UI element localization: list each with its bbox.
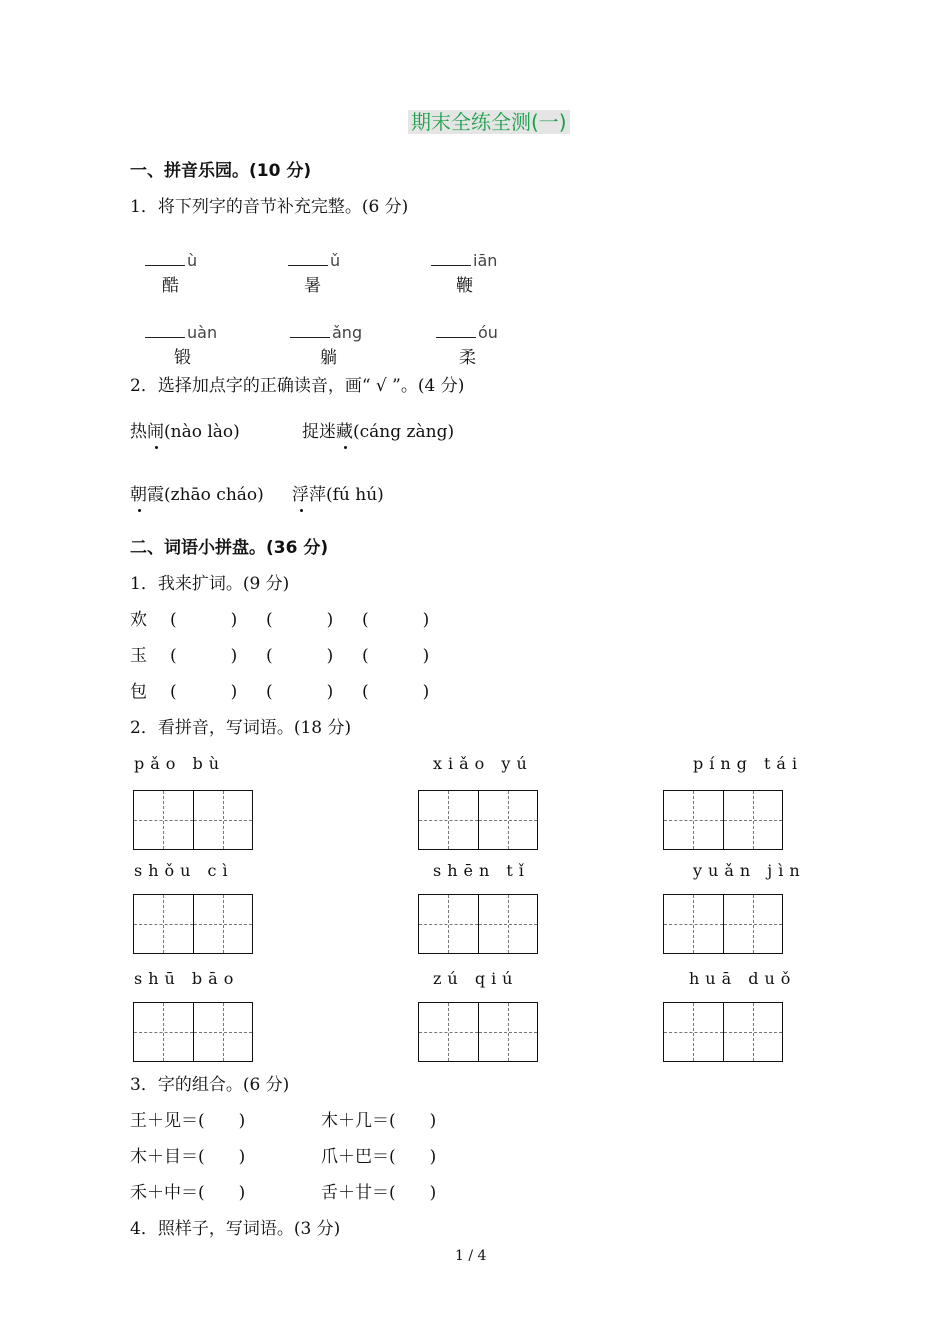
word-pinyin: shǒu cì bbox=[134, 861, 234, 880]
answer-paren[interactable]: ( ) bbox=[170, 646, 238, 666]
answer-paren[interactable]: ( ) bbox=[362, 682, 430, 702]
word-pinyin: shū bāo bbox=[134, 969, 240, 988]
writing-grid[interactable] bbox=[663, 894, 783, 954]
expand-char: 玉 bbox=[130, 646, 147, 666]
pinyin-item: ù bbox=[145, 251, 197, 269]
answer-blank[interactable] bbox=[431, 251, 471, 266]
question-2-3: 3．字的组合。(6 分) bbox=[130, 1075, 290, 1095]
page-title: 期末全练全测(一) bbox=[408, 110, 570, 134]
reading-choice[interactable]: 浮萍(fú hú) bbox=[292, 485, 384, 505]
answer-paren[interactable]: ( ) bbox=[266, 646, 334, 666]
writing-grid[interactable] bbox=[418, 1002, 538, 1062]
writing-grid[interactable] bbox=[663, 790, 783, 850]
question-1-2: 2．选择加点字的正确读音，画“ √ ”。(4 分) bbox=[130, 376, 465, 396]
pinyin-char: 躺 bbox=[320, 348, 337, 368]
combo-item[interactable]: 舌＋甘＝( ) bbox=[321, 1183, 437, 1203]
answer-blank[interactable] bbox=[436, 323, 476, 338]
combo-item[interactable]: 爪＋巴＝( ) bbox=[321, 1147, 437, 1167]
word-pinyin: shēn tǐ bbox=[433, 861, 530, 880]
answer-paren[interactable]: ( ) bbox=[266, 682, 334, 702]
pinyin-item: ǔ bbox=[288, 251, 340, 269]
word-pinyin: xiǎo yú bbox=[433, 754, 533, 773]
pinyin-item: óu bbox=[436, 323, 498, 341]
answer-paren[interactable]: ( ) bbox=[362, 610, 430, 630]
answer-paren[interactable]: ( ) bbox=[170, 682, 238, 702]
word-pinyin: píng tái bbox=[693, 754, 804, 773]
answer-paren[interactable]: ( ) bbox=[362, 646, 430, 666]
dotted-char: 朝 bbox=[130, 485, 147, 505]
pinyin-item: ǎng bbox=[290, 323, 362, 341]
question-1-1: 1．将下列字的音节补充完整。(6 分) bbox=[130, 197, 409, 217]
writing-grid[interactable] bbox=[418, 790, 538, 850]
pinyin-item: uàn bbox=[145, 323, 217, 341]
question-2-4: 4．照样子，写词语。(3 分) bbox=[130, 1219, 341, 1239]
answer-blank[interactable] bbox=[145, 251, 185, 266]
pinyin-char: 柔 bbox=[459, 348, 476, 368]
pinyin-char: 暑 bbox=[304, 276, 321, 296]
pinyin-char: 酷 bbox=[162, 276, 179, 296]
expand-char: 欢 bbox=[130, 610, 147, 630]
answer-paren[interactable]: ( ) bbox=[266, 610, 334, 630]
word-pinyin: huā duǒ bbox=[689, 969, 797, 988]
reading-choice[interactable]: 朝霞(zhāo cháo) bbox=[130, 485, 264, 505]
word-pinyin: zú qiú bbox=[433, 969, 519, 988]
writing-grid[interactable] bbox=[418, 894, 538, 954]
word-pinyin: pǎo bù bbox=[134, 754, 226, 773]
page-number: 1 / 4 bbox=[455, 1248, 487, 1264]
section-1-heading: 一、拼音乐园。(10 分) bbox=[130, 161, 312, 181]
writing-grid[interactable] bbox=[133, 894, 253, 954]
answer-blank[interactable] bbox=[290, 323, 330, 338]
dotted-char: 浮 bbox=[292, 485, 309, 505]
combo-item[interactable]: 木＋目＝( ) bbox=[130, 1147, 246, 1167]
reading-choice[interactable]: 热闹(nào lào) bbox=[130, 422, 240, 442]
writing-grid[interactable] bbox=[133, 1002, 253, 1062]
answer-paren[interactable]: ( ) bbox=[170, 610, 238, 630]
combo-item[interactable]: 木＋几＝( ) bbox=[321, 1111, 437, 1131]
question-2-1: 1．我来扩词。(9 分) bbox=[130, 574, 290, 594]
pinyin-item: iān bbox=[431, 251, 497, 269]
answer-blank[interactable] bbox=[288, 251, 328, 266]
reading-choice[interactable]: 捉迷藏(cáng zàng) bbox=[302, 422, 455, 442]
word-pinyin: yuǎn jìn bbox=[693, 861, 806, 880]
question-2-2: 2．看拼音，写词语。(18 分) bbox=[130, 718, 352, 738]
dotted-char: 闹 bbox=[147, 422, 164, 442]
writing-grid[interactable] bbox=[133, 790, 253, 850]
section-2-heading: 二、词语小拼盘。(36 分) bbox=[130, 538, 329, 558]
dotted-char: 藏 bbox=[336, 422, 353, 442]
combo-item[interactable]: 王＋见＝( ) bbox=[130, 1111, 246, 1131]
answer-blank[interactable] bbox=[145, 323, 185, 338]
pinyin-char: 鞭 bbox=[456, 276, 473, 296]
expand-char: 包 bbox=[130, 682, 147, 702]
combo-item[interactable]: 禾＋中＝( ) bbox=[130, 1183, 246, 1203]
writing-grid[interactable] bbox=[663, 1002, 783, 1062]
pinyin-char: 锻 bbox=[174, 348, 191, 368]
